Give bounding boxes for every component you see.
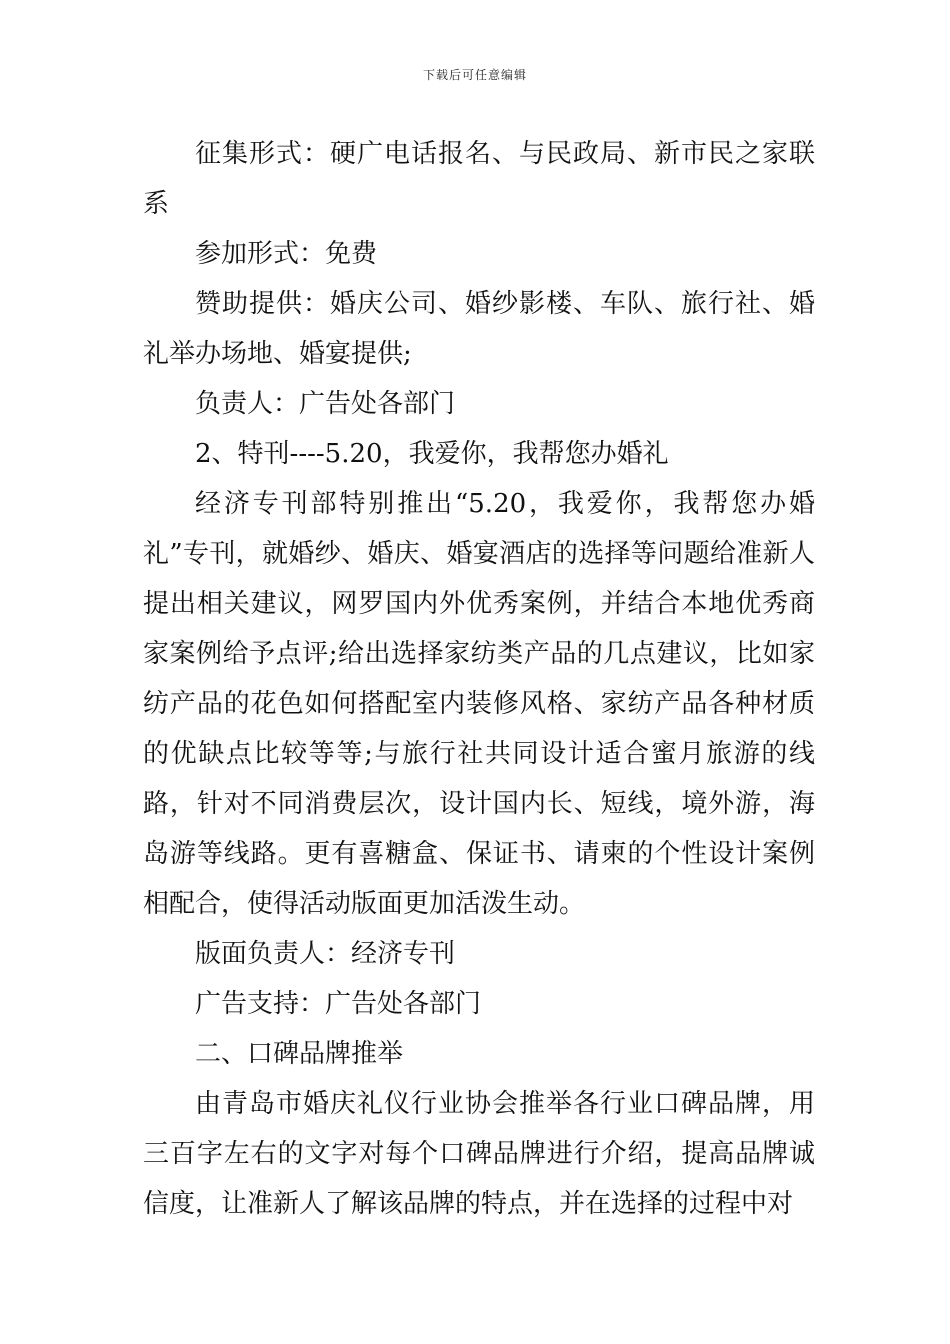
paragraph-ad-support: 广告支持：广告处各部门	[195, 989, 482, 1019]
paragraph-sponsorship: 赞助提供：婚庆公司、婚纱影楼、车队、旅行社、婚礼举办场地、婚宴提供;	[143, 289, 815, 369]
paragraph-layout-responsible: 版面负责人：经济专刊	[195, 939, 456, 969]
paragraph-participation-form: 参加形式：免费	[195, 239, 378, 269]
document-body	[143, 129, 815, 1229]
page-header-note: 下载后可任意编辑	[422, 68, 527, 82]
paragraph-collection-form: 征集形式：硬广电话报名、与民政局、新市民之家联系	[143, 139, 815, 219]
paragraph-special-issue-body: 经济专刊部特别推出“5.20，我爱你，我帮您办婚礼”专刊，就婚纱、婚庆、婚宴酒店的选择等问题给准新人提出相关建议，网罗国内外优秀案例，并结合本地优秀商家案例给予点评;给出选择家纺类产品的几点建议，比如家纺产品的花色如何搭配室内装修风格、家纺产品各种材质的优缺点比较等等;与旅行社共同设计适合蜜月旅游的线路，针对不同消费层次，设计国内长、短线，境外游，海岛游等线路。更有喜糖盒、保证书、请柬的个性设计案例相配合，使得活动版面更加活泼生动。	[143, 489, 815, 919]
section-heading-brand-recommendation: 二、口碑品牌推举	[195, 1039, 404, 1069]
paragraph-brand-recommendation-body: 由青岛市婚庆礼仪行业协会推举各行业口碑品牌，用三百字左右的文字对每个口碑品牌进行介绍，提高品牌诚信度，让准新人了解该品牌的特点，并在选择的过程中对	[143, 1089, 815, 1219]
paragraph-responsible-person: 负责人：广告处各部门	[195, 389, 456, 419]
paragraph-special-issue-title: 2、特刊----5.20，我爱你，我帮您办婚礼	[195, 439, 669, 469]
